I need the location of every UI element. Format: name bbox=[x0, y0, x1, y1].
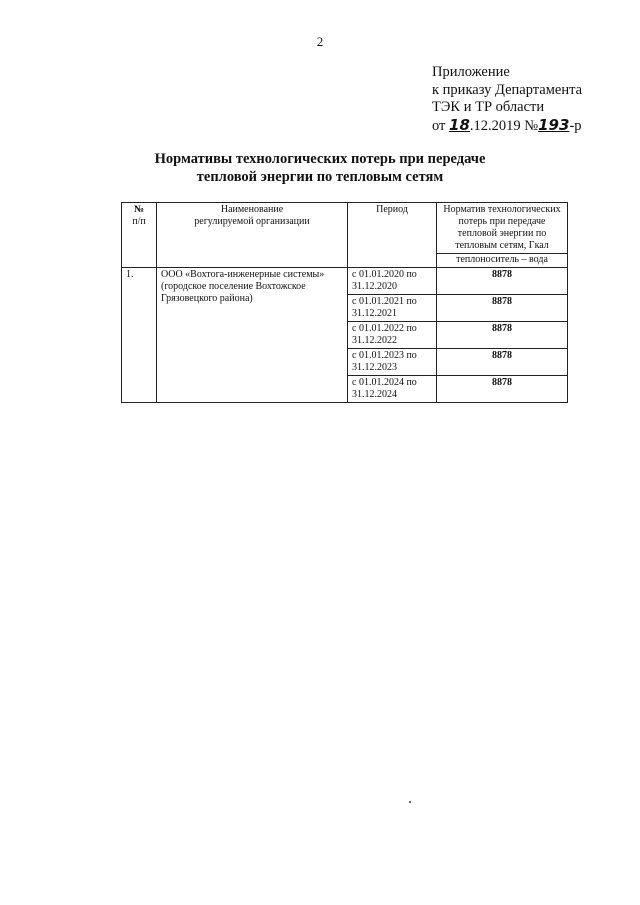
appendix-date-middle: .12.2019 № bbox=[469, 117, 539, 134]
norms-table bbox=[121, 202, 568, 403]
header-organization-line-1: Наименование bbox=[220, 204, 284, 215]
appendix-line-3: ТЭК и ТР области bbox=[432, 99, 545, 115]
header-organization bbox=[157, 203, 348, 268]
header-period: Период bbox=[348, 203, 437, 268]
document-title-line-1: Нормативы технологических потерь при передаче bbox=[154, 151, 486, 167]
table-row bbox=[122, 268, 568, 295]
appendix-date-prefix: от bbox=[432, 117, 446, 134]
document-title-line-2: тепловой энергии по тепловым сетям bbox=[196, 169, 444, 185]
row-value-2023: 8878 bbox=[437, 349, 568, 376]
header-norm-sub: теплоноситель – вода bbox=[437, 253, 567, 266]
appendix-line-1: Приложение bbox=[432, 64, 510, 80]
row-period-2024: с 01.01.2024 по 31.12.2024 bbox=[348, 376, 437, 403]
row-period-2020: с 01.01.2020 по 31.12.2020 bbox=[348, 268, 437, 295]
row-period-2022: с 01.01.2022 по 31.12.2022 bbox=[348, 322, 437, 349]
scan-speck bbox=[409, 801, 411, 803]
appendix-day: 18 bbox=[449, 115, 470, 134]
appendix-line-2: к приказу Департамента bbox=[432, 81, 583, 98]
appendix-block bbox=[432, 64, 582, 135]
row-period-2023: с 01.01.2023 по 31.12.2023 bbox=[348, 349, 437, 376]
row-period-2021: с 01.01.2021 по 31.12.2021 bbox=[348, 295, 437, 322]
header-number-line-2: п/п bbox=[132, 216, 146, 227]
header-norm bbox=[437, 203, 568, 268]
row-value-2020: 8878 bbox=[437, 268, 568, 295]
appendix-line-4 bbox=[432, 117, 582, 136]
row-value-2024: 8878 bbox=[437, 376, 568, 403]
header-norm-main: Норматив технологических потерь при передаче тепловой энергии по тепловым сетям, Гкал bbox=[443, 204, 561, 251]
row-number: 1. bbox=[122, 268, 157, 403]
header-number bbox=[122, 203, 157, 268]
appendix-date-suffix: -р bbox=[569, 117, 582, 134]
appendix-order-number: 193 bbox=[538, 115, 570, 134]
row-organization: ООО «Вохтога-инженерные системы» (городское поселение Вохтожское Грязовецкого района) bbox=[157, 268, 348, 403]
header-number-line-1: № bbox=[133, 204, 145, 215]
row-value-2021: 8878 bbox=[437, 295, 568, 322]
row-value-2022: 8878 bbox=[437, 322, 568, 349]
header-organization-line-2: регулируемой организации bbox=[194, 216, 310, 227]
page-number: 2 bbox=[316, 34, 324, 49]
table-header-row bbox=[122, 203, 568, 268]
document-title bbox=[0, 150, 640, 186]
